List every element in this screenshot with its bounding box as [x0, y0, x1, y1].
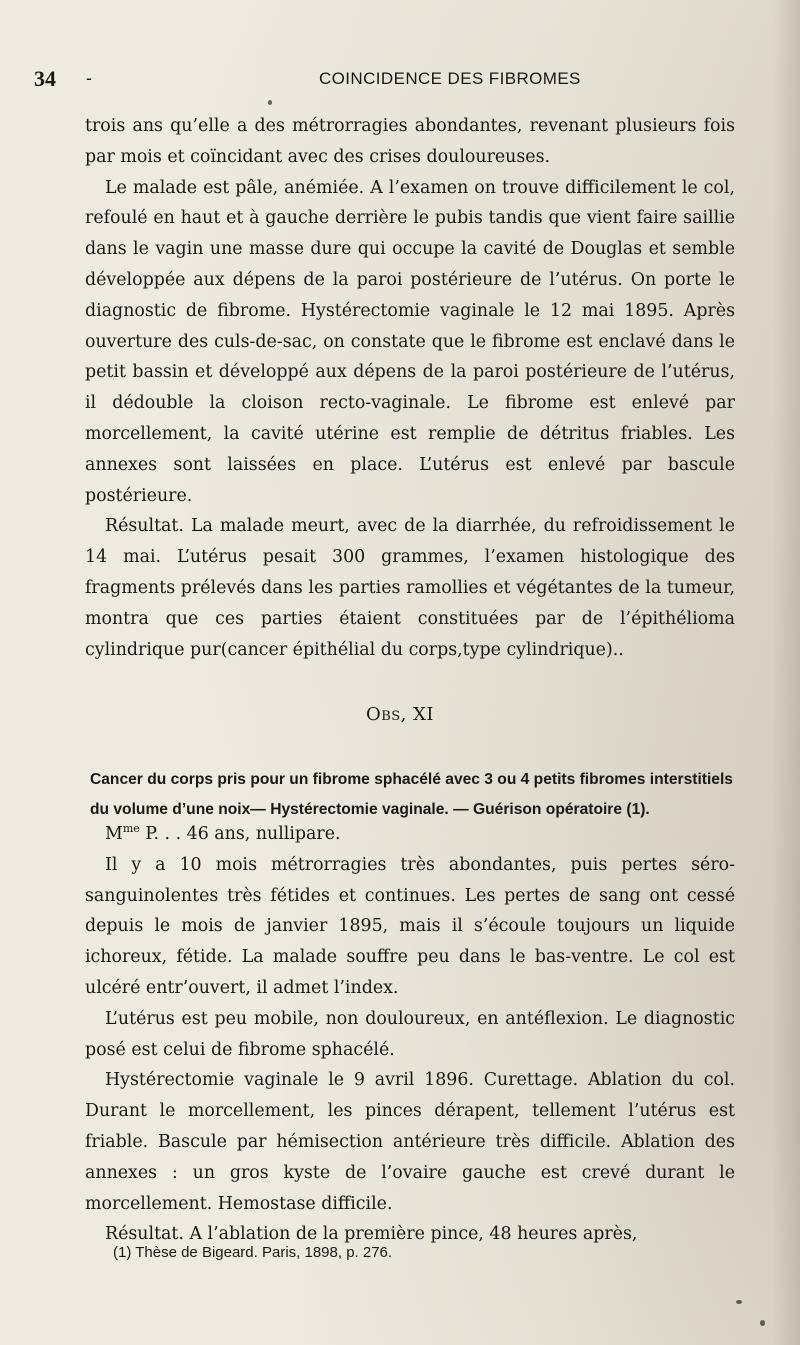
observation-summary [90, 765, 770, 825]
paragraph: Il y a 10 mois métrorragies très abondantes, puis pertes séro-sanguinolentes très fétides et continues. Les pertes de sang ont cessé depuis le mois de janvier 1895, mais il s’écoule toujours un liquide ichoreux, fétide. La malade souffre peu dans le bas-ventre. Le col est ulcéré entr’ouvert, il admet l’index. [85, 854, 735, 998]
patient-title-sup: me [122, 822, 140, 836]
running-title: COINCIDENCE DES FIBROMES [319, 69, 581, 88]
paragraph: Résultat. A l’ablation de la première pince, 48 heures après, [105, 1224, 638, 1245]
patient-line [85, 819, 735, 850]
observation-label: Obs, XI [365, 704, 435, 725]
paragraph: Hystérectomie vaginale le 9 avril 1896. Curettage. Ablation du col. Durant le morcellement, les pinces dérapent, tellement l’utérus est friable. Bascule par hémisection antérieure très difficile. Ablation des annexes : un gros kyste de l’ovaire gauche est crevé durant le morcellement. Hemostase difficile. [85, 1070, 735, 1214]
patient-prefix: M [105, 824, 123, 844]
ink-speck [736, 1300, 742, 1304]
footnote: (1) Thèse de Bigeard. Paris, 1898, p. 276. [113, 1244, 393, 1261]
page-edge-shadow [772, 0, 800, 1345]
observation-xi-body [85, 819, 735, 1250]
ink-speck [760, 1320, 765, 1326]
paragraph: Résultat. La malade meurt, avec de la diarrhée, du refroidissement le 14 mai. L’utérus pesait 300 grammes, l’examen histologique des fragments prélevés dans les parties ramollies et végétantes de la tumeur, montra que ces parties étaient constituées par de l’épithélioma cylindrique pur(cancer épithélial du corps,type cylindrique).. [85, 516, 735, 660]
page-number: 34 [34, 66, 56, 91]
page-header [34, 66, 734, 96]
patient-details: P. . . 46 ans, nullipare. [139, 824, 341, 844]
header-separator: - [86, 68, 92, 88]
summary-line: du volume d’une noix— Hystérectomie vaginale. — Guérison opératoire (1). [90, 801, 650, 818]
summary-line: Cancer du corps pris pour un fibrome sphacélé avec 3 ou 4 petits fibromes interstitiels [90, 771, 733, 788]
paragraph: trois ans qu’elle a des métrorragies abondantes, revenant plusieurs fois par mois et coïncidant avec des crises douloureuses. [85, 116, 735, 167]
observation-heading [0, 704, 800, 725]
ink-speck [268, 100, 272, 105]
paragraph: Le malade est pâle, anémiée. A l’examen on trouve difficilement le col, refoulé en haut et à gauche derrière le pubis tandis que vient faire saillie dans le vagin une masse dure qui occupe la cavité de Douglas et semble développée aux dépens de la paroi postérieure de l’utérus. On porte le diagnostic de fibrome. Hystérectomie vaginale le 12 mai 1895. Après ouverture des culs-de-sac, on constate que le fibrome est enclavé dans le petit bassin et développé aux dépens de la paroi postérieure de l’utérus, il dédouble la cloison recto-vaginale. Le fibrome est enlevé par morcellement, la cavité utérine est remplie de détritus friables. Les annexes sont laissées en place. L’utérus est enlevé par bascule postérieure. [85, 177, 735, 506]
observation-x-continuation [85, 111, 735, 665]
paragraph: L’utérus est peu mobile, non douloureux, en antéflexion. Le diagnostic posé est celui de fibrome sphacélé. [85, 1008, 735, 1060]
